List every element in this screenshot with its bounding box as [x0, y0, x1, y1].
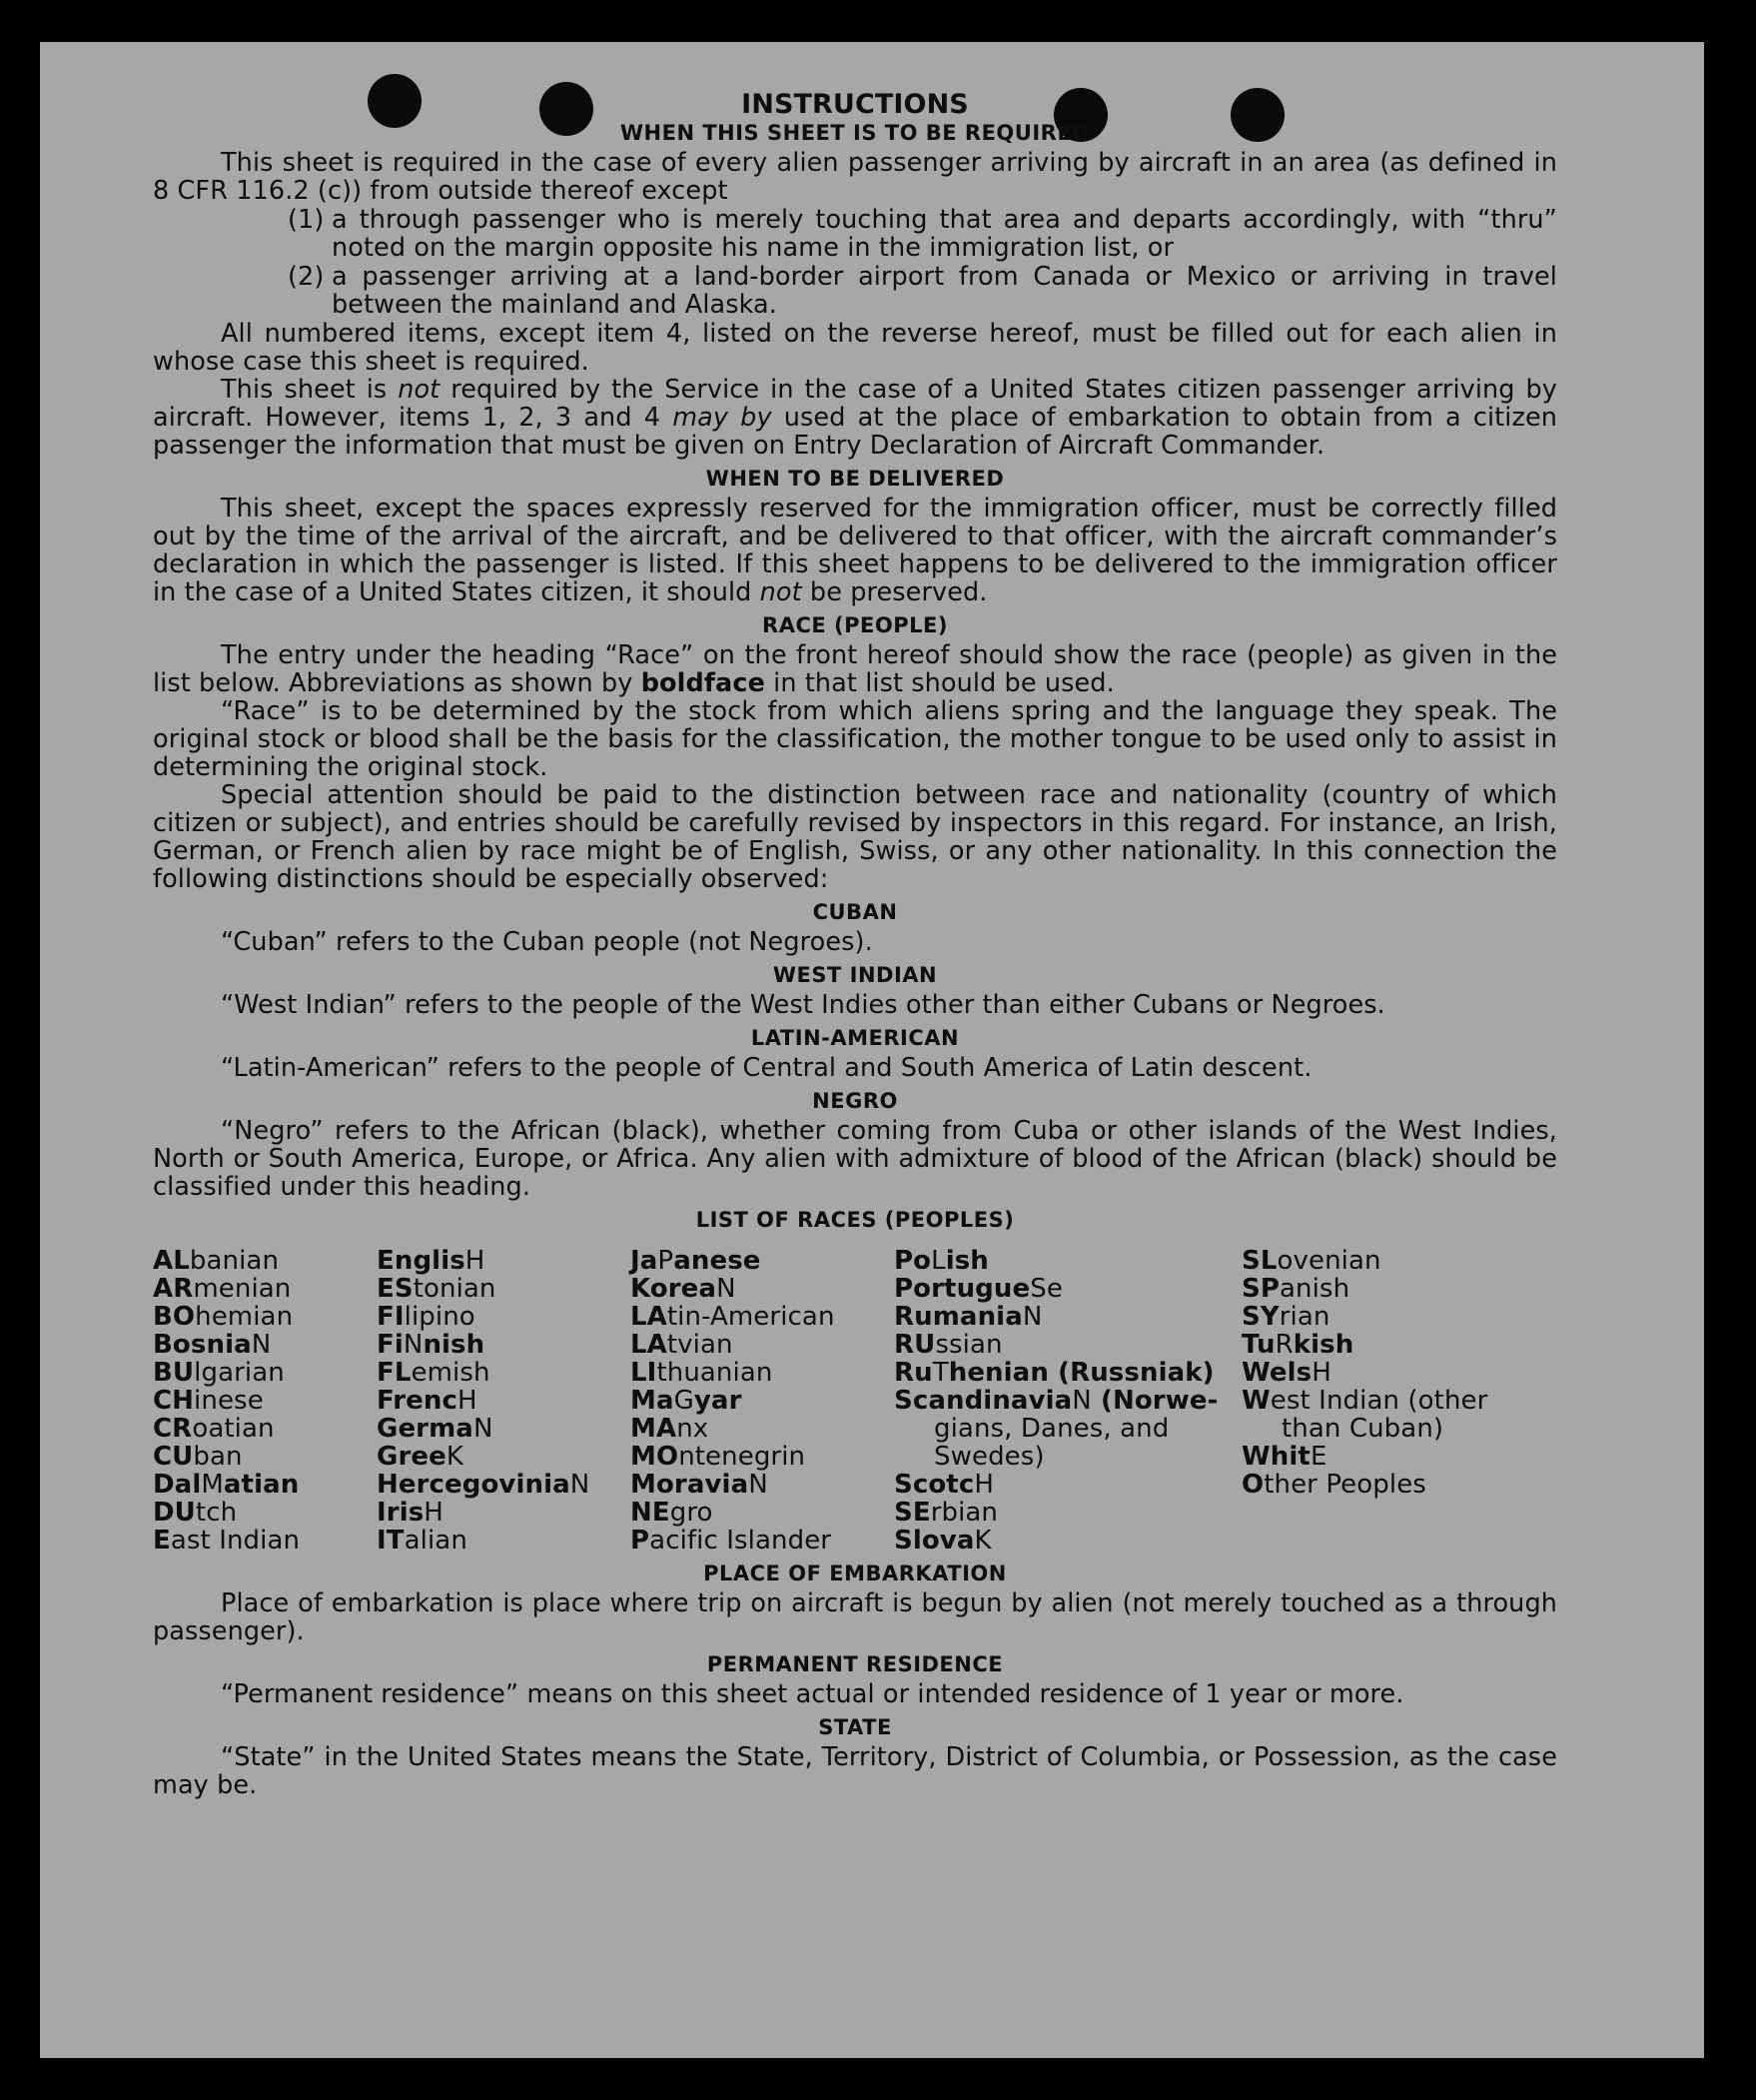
race-entry	[377, 1275, 630, 1303]
section-heading: NEGRO	[812, 1089, 898, 1113]
item-number: (2)	[288, 262, 325, 292]
race-abbreviation: nish	[423, 1330, 485, 1360]
race-abbreviation: Ma	[630, 1386, 674, 1416]
race-text: ssian	[935, 1330, 1003, 1360]
race-entry	[377, 1415, 630, 1443]
paragraph: “Latin-American” refers to the people of Central and South America of Latin descent.	[221, 1053, 1313, 1083]
race-entry	[377, 1331, 630, 1359]
race-text: tin-American	[666, 1302, 835, 1332]
race-entry	[377, 1527, 630, 1555]
race-entry	[1242, 1443, 1541, 1471]
emphasis: not	[398, 375, 440, 405]
race-text: lgarian	[194, 1358, 285, 1388]
race-text: N	[1022, 1302, 1043, 1332]
race-abbreviation: ish	[945, 1246, 989, 1276]
race-abbreviation: Dal	[153, 1470, 202, 1500]
race-text: G	[673, 1386, 694, 1416]
race-abbreviation: W	[1242, 1386, 1271, 1416]
race-entry	[153, 1247, 377, 1275]
race-entry	[894, 1331, 1242, 1359]
race-entry	[630, 1443, 894, 1471]
race-abbreviation: LA	[630, 1330, 667, 1360]
race-text: thuanian	[656, 1358, 773, 1388]
race-text: ther Peoples	[1264, 1470, 1426, 1500]
race-text: E	[1310, 1442, 1327, 1472]
race-text: N	[748, 1470, 768, 1500]
race-abbreviation: LA	[630, 1302, 667, 1332]
race-entry	[894, 1359, 1242, 1387]
race-text: oatian	[192, 1414, 275, 1444]
race-text: menian	[193, 1274, 292, 1304]
paragraph: All numbered items, except item 4, listed on the reverse hereof, must be filled out for each alien in whose case this sheet is required.	[153, 319, 1557, 377]
race-text: rbian	[930, 1498, 999, 1528]
race-text: alian	[404, 1526, 467, 1556]
race-text: acific Islander	[649, 1526, 832, 1556]
race-abbreviation: SE	[894, 1498, 931, 1528]
race-abbreviation: RU	[894, 1330, 936, 1360]
race-entry	[377, 1471, 630, 1499]
item-text: a through passenger who is merely touching that area and departs accordingly, with “thru” noted on the margin opposite his name in the immigration list, or	[332, 205, 1557, 263]
race-abbreviation: BO	[153, 1302, 196, 1332]
race-text: T	[932, 1358, 949, 1388]
race-entry	[153, 1415, 377, 1443]
race-text: N	[403, 1330, 424, 1360]
text: in that list should be used.	[764, 668, 1115, 698]
race-abbreviation: Korea	[630, 1274, 717, 1304]
race-text: H	[1312, 1358, 1331, 1388]
race-abbreviation: O	[1242, 1470, 1265, 1500]
race-text: ast Indian	[170, 1526, 301, 1556]
text: The entry under the heading “Race” on the front hereof should show the race (people) as given in the list below. Abbreviations as shown by	[153, 640, 1557, 698]
race-entry	[377, 1499, 630, 1527]
race-abbreviation: Hercegovinia	[377, 1470, 570, 1500]
race-abbreviation: anese	[673, 1246, 761, 1276]
race-entry	[630, 1499, 894, 1527]
race-entry	[1242, 1247, 1541, 1275]
race-text: ovenian	[1277, 1246, 1381, 1276]
race-text: N	[716, 1274, 736, 1304]
race-entry	[894, 1275, 1242, 1303]
race-abbreviation: CR	[153, 1414, 193, 1444]
paragraph	[153, 641, 1557, 697]
race-text: Swedes)	[934, 1442, 1045, 1472]
race-text: ban	[193, 1442, 243, 1472]
race-abbreviation: Englis	[377, 1246, 465, 1276]
race-text: N	[1072, 1386, 1092, 1416]
item-number: (1)	[288, 205, 325, 235]
race-abbreviation: Frenc	[377, 1386, 457, 1416]
race-abbreviation: yar	[693, 1386, 742, 1416]
section-heading: CUBAN	[812, 900, 898, 924]
race-abbreviation: FL	[377, 1358, 412, 1388]
race-text: Se	[1030, 1274, 1063, 1304]
race-entry	[1242, 1303, 1541, 1331]
race-abbreviation: Scotc	[894, 1470, 975, 1500]
race-abbreviation: Germa	[377, 1414, 473, 1444]
paragraph: Place of embarkation is place where trip on aircraft is begun by alien (not merely touched as a through passenger).	[153, 1588, 1557, 1646]
emphasis: not	[759, 577, 802, 607]
race-entry	[630, 1275, 894, 1303]
race-entry	[153, 1387, 377, 1415]
race-abbreviation: P	[630, 1526, 650, 1556]
race-entry	[630, 1331, 894, 1359]
race-entry	[894, 1527, 1242, 1555]
paragraph: “State” in the United States means the State, Territory, District of Columbia, or Possession, as the case may be.	[153, 1742, 1557, 1800]
paragraph: “Negro” refers to the African (black), whether coming from Cuba or other islands of the West Indies, North or South America, Europe, or Africa. Any alien with admixture of blood of the African (black) should be classified under this heading.	[153, 1116, 1557, 1202]
race-text: K	[445, 1442, 463, 1472]
race-entry	[630, 1527, 894, 1555]
section-heading: WHEN THIS SHEET IS TO BE REQUIRED	[619, 121, 1091, 145]
races-column	[1242, 1247, 1541, 1555]
race-abbreviation: Slova	[894, 1526, 975, 1556]
paragraph: “Race” is to be determined by the stock from which aliens spring and the language they speak. The original stock or blood shall be the basis for the classification, the mother tongue to be used only to assist in determining the original stock.	[153, 696, 1557, 782]
paragraph: “West Indian” refers to the people of the West Indies other than either Cubans or Negroes.	[221, 990, 1385, 1020]
emphasis: may by	[672, 403, 772, 433]
race-entry	[894, 1499, 1242, 1527]
instructions-content	[153, 90, 1557, 1799]
race-entry	[377, 1247, 630, 1275]
race-entry	[630, 1303, 894, 1331]
race-abbreviation: Moravia	[630, 1470, 749, 1500]
race-abbreviation: FI	[377, 1302, 405, 1332]
race-text: L	[931, 1246, 946, 1276]
race-text: ntenegrin	[678, 1442, 806, 1472]
race-text: N	[251, 1330, 272, 1360]
section-heading: STATE	[818, 1715, 892, 1739]
text: be preserved.	[801, 577, 988, 607]
race-abbreviation: Po	[894, 1246, 932, 1276]
race-text: lipino	[404, 1302, 475, 1332]
race-entry	[630, 1359, 894, 1387]
section-heading: WHEN TO BE DELIVERED	[705, 467, 1005, 491]
race-abbreviation: Tu	[1242, 1330, 1276, 1360]
race-abbreviation: LI	[630, 1358, 657, 1388]
race-abbreviation: BU	[153, 1358, 195, 1388]
text: This sheet, except the spaces expressly reserved for the immigration officer, must be correctly filled out by the time of the arrival of the aircraft, and be delivered to that officer, with the aircraft commander’s declaration in which the passenger is listed. If this sheet happens to be delivered to the immigration officer in the case of a United States citizen, it should	[153, 494, 1557, 607]
race-entry	[153, 1359, 377, 1387]
section-heading: LIST OF RACES (PEOPLES)	[695, 1208, 1015, 1232]
race-abbreviation: Bosnia	[153, 1330, 252, 1360]
race-entry	[630, 1471, 894, 1499]
race-abbreviation: henian (Russniak)	[948, 1358, 1215, 1388]
race-abbreviation: MA	[630, 1414, 677, 1444]
race-abbreviation: Ja	[630, 1246, 658, 1276]
races-column	[153, 1247, 377, 1555]
section-heading: RACE (PEOPLE)	[762, 613, 948, 637]
race-abbreviation: AL	[153, 1246, 190, 1276]
race-abbreviation: SY	[1242, 1302, 1280, 1332]
race-entry	[1242, 1275, 1541, 1303]
race-abbreviation: Iris	[377, 1498, 425, 1528]
race-entry	[894, 1387, 1242, 1415]
list-item	[153, 263, 1557, 319]
race-text: anish	[1279, 1274, 1350, 1304]
race-entry	[630, 1247, 894, 1275]
race-abbreviation: IT	[377, 1526, 405, 1556]
race-entry	[153, 1443, 377, 1471]
race-entry	[153, 1275, 377, 1303]
race-entry	[377, 1443, 630, 1471]
race-abbreviation: kish	[1293, 1330, 1354, 1360]
race-text: H	[456, 1386, 477, 1416]
race-entry	[1242, 1387, 1541, 1415]
races-list	[153, 1247, 1557, 1555]
emphasis: boldface	[640, 668, 765, 698]
race-abbreviation: Portugue	[894, 1274, 1031, 1304]
race-abbreviation: CU	[153, 1442, 194, 1472]
race-entry	[894, 1247, 1242, 1275]
list-item	[153, 206, 1557, 262]
text: required by the Service in the case of a United States citizen passenger arriving by aircraft. However, items 1, 2, 3 and 4	[153, 375, 1557, 433]
race-text: H	[974, 1470, 994, 1500]
race-abbreviation: E	[153, 1526, 171, 1556]
race-abbreviation: SL	[1242, 1246, 1278, 1276]
races-column	[377, 1247, 630, 1555]
race-entry	[630, 1415, 894, 1443]
section-heading: PLACE OF EMBARKATION	[703, 1562, 1007, 1585]
paragraph: “Permanent residence” means on this sheet actual or intended residence of 1 year or more.	[221, 1679, 1404, 1709]
race-entry	[630, 1387, 894, 1415]
race-text: tonian	[413, 1274, 496, 1304]
race-text: tvian	[666, 1330, 733, 1360]
race-text: N	[472, 1414, 493, 1444]
races-column	[630, 1247, 894, 1555]
race-abbreviation: DU	[153, 1498, 196, 1528]
paragraph	[153, 376, 1557, 460]
race-entry	[894, 1471, 1242, 1499]
race-entry	[153, 1527, 377, 1555]
race-entry	[1242, 1331, 1541, 1359]
race-entry	[894, 1415, 1242, 1443]
paragraph: This sheet is required in the case of every alien passenger arriving by aircraft in an area (as defined in 8 CFR 116.2 (c)) from outside thereof except	[153, 148, 1557, 206]
race-entry	[377, 1387, 630, 1415]
race-abbreviation: (Norwe-	[1091, 1386, 1219, 1416]
race-abbreviation: ES	[377, 1274, 414, 1304]
race-entry	[1242, 1471, 1541, 1499]
race-text: emish	[411, 1358, 490, 1388]
race-text: R	[1275, 1330, 1294, 1360]
race-entry	[894, 1303, 1242, 1331]
race-text: H	[464, 1246, 485, 1276]
race-entry	[1242, 1359, 1541, 1387]
paragraph: Special attention should be paid to the distinction between race and nationality (country of which citizen or subject), and entries should be carefully revised by inspectors in this regard. For instance, an Irish, German, or French alien by race might be of English, Swiss, or any other nationality. In this connection the following distinctions should be especially observed:	[153, 780, 1557, 894]
race-text: H	[424, 1498, 443, 1528]
item-text: a passenger arriving at a land-border airport from Canada or Mexico or arriving in travel between the mainland and Alaska.	[332, 262, 1557, 320]
race-text: gians, Danes, and	[934, 1414, 1170, 1444]
race-text: hemian	[195, 1302, 294, 1332]
race-text: P	[657, 1246, 674, 1276]
race-text: K	[974, 1526, 992, 1556]
race-text: est Indian (other	[1270, 1386, 1488, 1416]
race-abbreviation: MO	[630, 1442, 679, 1472]
race-text: banian	[189, 1246, 280, 1276]
race-entry	[153, 1331, 377, 1359]
race-abbreviation: Wels	[1242, 1358, 1313, 1388]
section-heading: LATIN-AMERICAN	[750, 1026, 960, 1050]
race-abbreviation: NE	[630, 1498, 670, 1528]
race-text: nx	[676, 1414, 709, 1444]
race-abbreviation: SP	[1242, 1274, 1280, 1304]
race-entry	[153, 1303, 377, 1331]
section-heading: WEST INDIAN	[772, 963, 938, 987]
race-abbreviation: Rumania	[894, 1302, 1023, 1332]
race-abbreviation: Gree	[377, 1442, 446, 1472]
race-text: rian	[1279, 1302, 1330, 1332]
paragraph	[153, 495, 1557, 606]
race-text: inese	[194, 1386, 264, 1416]
race-text: than Cuban)	[1282, 1414, 1444, 1444]
race-entry	[153, 1499, 377, 1527]
section-heading: PERMANENT RESIDENCE	[706, 1652, 1004, 1676]
text: used at the place of embarkation to obtain from a citizen passenger the information that must be given on Entry Declaration of Aircraft Commander.	[153, 403, 1557, 461]
race-entry	[377, 1303, 630, 1331]
race-abbreviation: Whit	[1242, 1442, 1311, 1472]
page-title: INSTRUCTIONS	[741, 89, 969, 120]
text: This sheet is	[221, 375, 399, 405]
race-text: M	[201, 1470, 224, 1500]
race-entry	[377, 1359, 630, 1387]
races-column	[894, 1247, 1242, 1555]
race-abbreviation: Scandinavia	[894, 1386, 1073, 1416]
race-abbreviation: Fi	[377, 1330, 404, 1360]
race-abbreviation: Ru	[894, 1358, 933, 1388]
race-abbreviation: AR	[153, 1274, 194, 1304]
race-abbreviation: CH	[153, 1386, 195, 1416]
race-text: N	[569, 1470, 590, 1500]
paragraph: “Cuban” refers to the Cuban people (not Negroes).	[221, 927, 873, 957]
race-text: gro	[669, 1498, 713, 1528]
race-entry	[153, 1471, 377, 1499]
race-abbreviation: atian	[223, 1470, 300, 1500]
race-text: tch	[195, 1498, 238, 1528]
race-entry	[1242, 1415, 1541, 1443]
race-entry	[894, 1443, 1242, 1471]
